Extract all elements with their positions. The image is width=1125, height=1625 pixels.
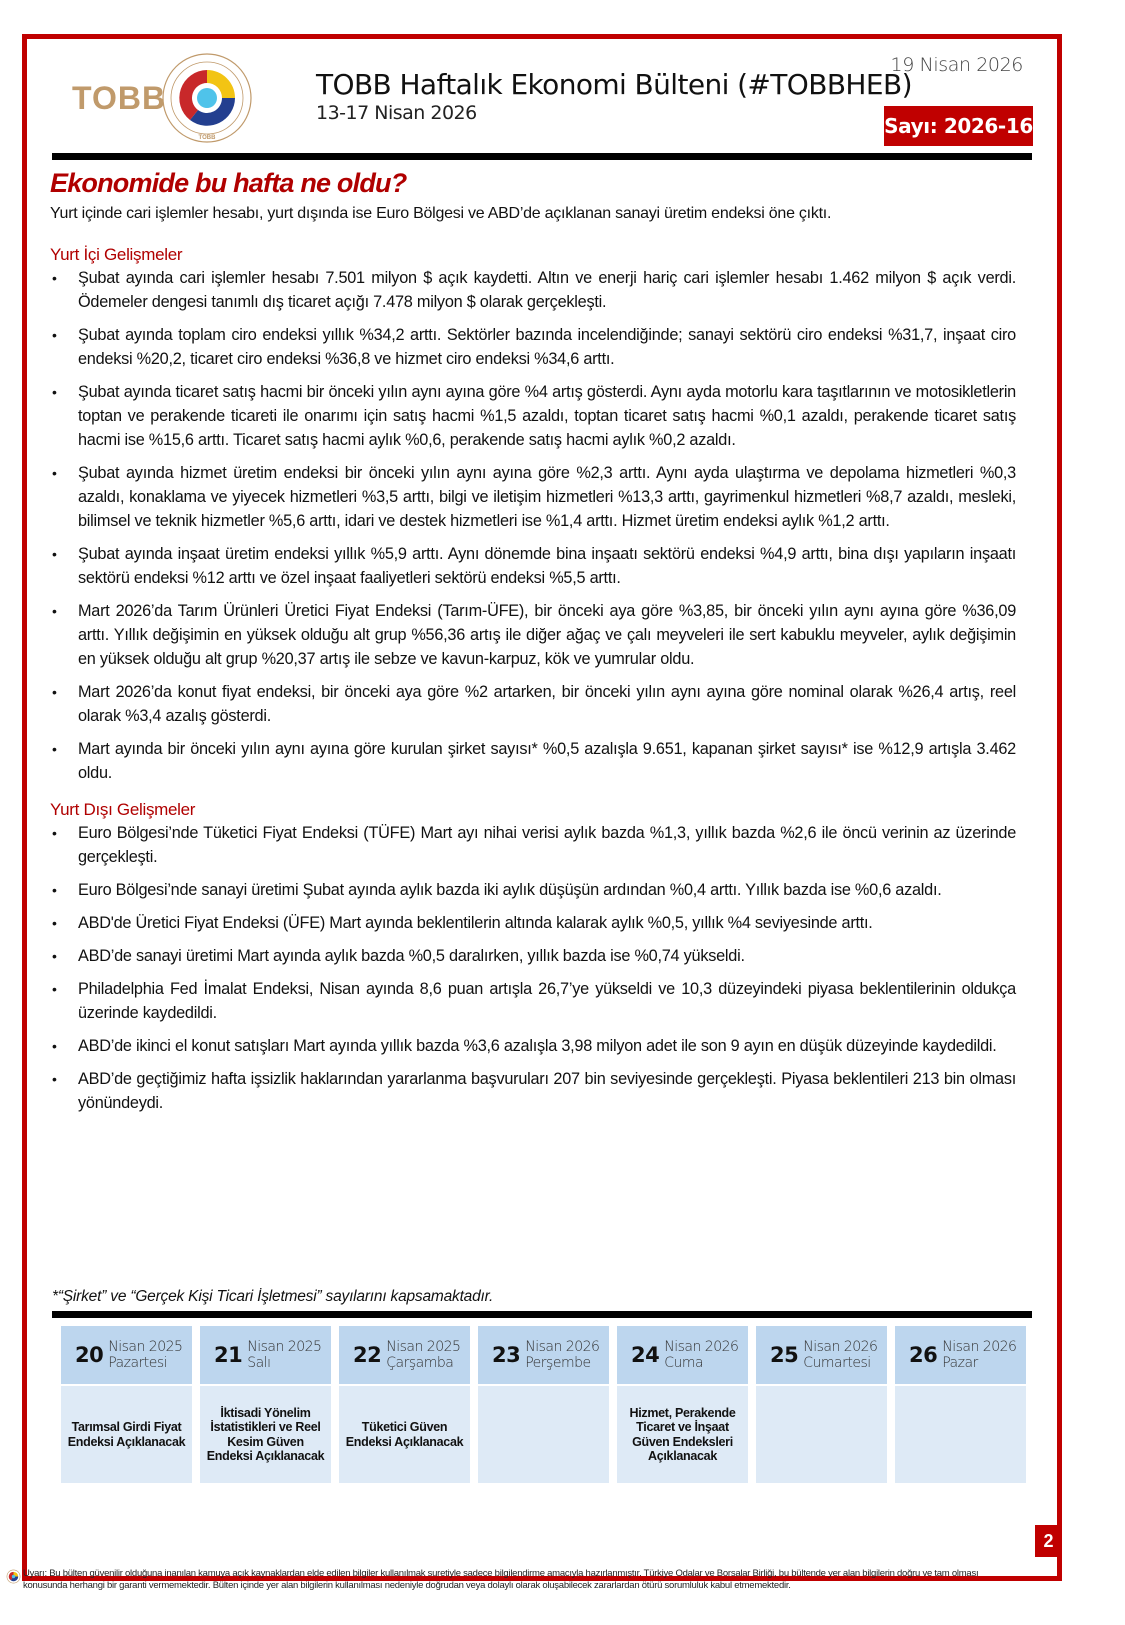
calendar-day <box>895 1326 1026 1483</box>
weekday: Çarşamba <box>386 1355 454 1371</box>
list-item: • Mart 2026’da konut fiyat endeksi, bir önceki aya göre %2 artarken, bir önceki yılın aynı ayına göre nominal olarak %26,4 artış, reel olarak %3,4 azalış gösterdi. <box>50 680 1016 728</box>
calendar-day-header <box>617 1326 748 1384</box>
calendar-event: Tarımsal Girdi Fiyat Endeksi Açıklanacak <box>61 1386 192 1483</box>
month-year: Nisan 2026 <box>664 1339 739 1355</box>
month-year: Nisan 2025 <box>247 1339 322 1355</box>
month-year: Nisan 2025 <box>386 1339 461 1355</box>
weekday: Cumartesi <box>803 1355 871 1371</box>
foreign-list <box>50 821 1016 1115</box>
list-item: • ABD'de Üretici Fiyat Endeksi (ÜFE) Mart ayında beklentilerin altında kalarak aylık %0,5, yıllık %4 seviyesinde arttı. <box>50 911 1016 935</box>
list-item: • Philadelphia Fed İmalat Endeksi, Nisan ayında 8,6 puan artışla 26,7’ye yükseldi ve 10,3 düzeyindeki piyasa beklentilerinin oldukça üzerinde kaydedildi. <box>50 977 1016 1025</box>
page-headline: Ekonomide bu hafta ne oldu? <box>50 168 407 198</box>
weekly-calendar <box>61 1326 1031 1483</box>
publication-date: 19 Nisan 2026 <box>890 54 1023 76</box>
domestic-section-title: Yurt İçi Gelişmeler <box>50 245 183 264</box>
calendar-event: İktisadi Yönelim İstatistikleri ve Reel Kesim Güven Endeksi Açıklanacak <box>200 1386 331 1483</box>
issue-badge: Sayı: 2026-16 <box>884 106 1033 146</box>
seal-text: TOBB <box>198 135 216 141</box>
calendar-day-header <box>61 1326 192 1384</box>
day-number: 26 <box>909 1343 938 1367</box>
list-item: • Şubat ayında toplam ciro endeksi yıllık %34,2 arttı. Sektörler bazında incelendiğinde; sanayi sektörü ciro endeksi %31,7, inşaat ciro endeksi %20,2, ticaret ciro endeksi %36,8 ve hizmet ciro endeksi %34,6 arttı. <box>50 323 1016 371</box>
weekday: Pazartesi <box>108 1355 168 1371</box>
calendar-day-header <box>756 1326 887 1384</box>
weekday: Salı <box>247 1355 271 1371</box>
day-number: 24 <box>631 1343 660 1367</box>
calendar-day <box>478 1326 609 1483</box>
day-number: 23 <box>492 1343 521 1367</box>
calendar-day-header <box>200 1326 331 1384</box>
list-item: • Şubat ayında inşaat üretim endeksi yıllık %5,9 arttı. Aynı dönemde bina inşaatı sektörü endeksi %4,9 arttı, bina dışı yapıların inşaatı sektörü endeksi %12 arttı ve özel inşaat faaliyetleri sektörü endeksi %5,5 arttı. <box>50 542 1016 590</box>
month-year: Nisan 2025 <box>108 1339 183 1355</box>
calendar-day <box>339 1326 470 1483</box>
day-number: 20 <box>75 1343 104 1367</box>
list-item: • ABD’de sanayi üretimi Mart ayında aylık bazda %0,5 daralırken, yıllık bazda ise %0,74 yükseldi. <box>50 944 1016 968</box>
tobb-wordmark: TOBB <box>72 80 167 116</box>
calendar-event <box>756 1386 887 1483</box>
calendar-event: Hizmet, Perakende Ticaret ve İnşaat Güven Endeksleri Açıklanacak <box>617 1386 748 1483</box>
main-content <box>50 167 1016 1124</box>
calendar-event: Tüketici Güven Endeksi Açıklanacak <box>339 1386 470 1483</box>
day-number: 22 <box>353 1343 382 1367</box>
footnote: *“Şirket” ve “Gerçek Kişi Ticari İşletmesi” sayılarını kapsamaktadır. <box>52 1288 494 1305</box>
day-number: 21 <box>214 1343 243 1367</box>
weekday: Pazar <box>942 1355 978 1371</box>
day-number: 25 <box>770 1343 799 1367</box>
calendar-divider <box>52 1311 1032 1318</box>
calendar-day <box>617 1326 748 1483</box>
calendar-day-header <box>478 1326 609 1384</box>
weekday: Perşembe <box>525 1355 591 1371</box>
calendar-day <box>61 1326 192 1483</box>
lead-summary: Yurt içinde cari işlemler hesabı, yurt dışında ise Euro Bölgesi ve ABD’de açıklanan sanayi üretim endeksi öne çıktı. <box>50 205 832 222</box>
calendar-event <box>478 1386 609 1483</box>
date-range: 13-17 Nisan 2026 <box>316 102 477 124</box>
list-item: • Mart ayında bir önceki yılın aynı ayına göre kurulan şirket sayısı* %0,5 azalışla 9.651, kapanan şirket sayısı* ise %12,9 artışla 3.462 oldu. <box>50 737 1016 785</box>
list-item: • Mart 2026’da Tarım Ürünleri Üretici Fiyat Endeksi (Tarım-ÜFE), bir önceki aya göre %3,85, bir önceki yılın aynı ayına göre %36,09 arttı. Yıllık değişimin en yüksek olduğu alt grup %56,36 artış ile diğer ağaç ve çalı meyveleri ile sert kabuklu meyveler, aylık değişimin en yüksek olduğu alt grup %20,37 artış ile sebze ve kavun-karpuz, kök ve yumrular oldu. <box>50 599 1016 671</box>
weekday: Cuma <box>664 1355 704 1371</box>
tobb-mini-logo-icon <box>6 1569 21 1584</box>
month-year: Nisan 2026 <box>525 1339 600 1355</box>
header-divider <box>52 153 1032 160</box>
list-item: • ABD’de geçtiğimiz hafta işsizlik haklarından yararlanma başvuruları 207 bin seviyesinde gerçekleşti. Piyasa beklentileri 213 bin olması yönündeydi. <box>50 1067 1016 1115</box>
tobb-seal-icon <box>160 48 254 148</box>
page-number: 2 <box>1035 1525 1062 1557</box>
calendar-day <box>200 1326 331 1483</box>
list-item: • Şubat ayında hizmet üretim endeksi bir önceki yılın aynı ayına göre %2,3 arttı. Aynı ayda ulaştırma ve depolama hizmetleri %0,3 azaldı, konaklama ve yiyecek hizmetleri %3,5 arttı, bilgi ve iletişim hizmetleri %13,3 arttı, gayrimenkul hizmetleri %8,7 azaldı, mesleki, bilimsel ve teknik hizmetler %5,6 arttı, idari ve destek hizmetleri ise %1,4 arttı. Hizmet üretim endeksi aylık %1,2 arttı. <box>50 461 1016 533</box>
calendar-day-header <box>895 1326 1026 1384</box>
month-year: Nisan 2026 <box>803 1339 878 1355</box>
calendar-event <box>895 1386 1026 1483</box>
list-item: • Euro Bölgesi’nde sanayi üretimi Şubat ayında aylık bazda iki aylık düşüşün ardından %0,4 arttı. Yıllık bazda ise %0,6 azaldı. <box>50 878 1016 902</box>
list-item: • ABD’de ikinci el konut satışları Mart ayında yıllık bazda %3,6 azalışla 3,98 milyon adet ile son 9 ayın en düşük düzeyinde kaydedildi. <box>50 1034 1016 1058</box>
calendar-day-header <box>339 1326 470 1384</box>
month-year: Nisan 2026 <box>942 1339 1017 1355</box>
disclaimer-text: Uyarı: Bu bülten güvenilir olduğuna inanılan kamuya açık kaynaklardan elde edilen bilgiler kullanılmak suretiyle sadece bilgilendirme amacıyla hazırlanmıştır. Türkiye Odalar ve Borsalar Birliği, bu bültende yer alan bilgilerin doğru ve tam olması konusunda herhangi bir garanti vermemektedir. Bülten içinde yer alan bilgilerin kullanılması nedeniyle doğrudan veya dolaylı olarak oluşabilecek zararlardan ötürü sorumluluk kabul etmemektedir. <box>23 1568 979 1591</box>
domestic-list <box>50 266 1016 785</box>
calendar-day <box>756 1326 887 1483</box>
bulletin-title: TOBB Haftalık Ekonomi Bülteni (#TOBBHEB) <box>316 68 912 101</box>
list-item: • Şubat ayında cari işlemler hesabı 7.501 milyon $ açık kaydetti. Altın ve enerji hariç cari işlemler hesabı 1.462 milyon $ açık verdi. Ödemeler dengesi tanımlı dış ticaret açığı 7.478 milyon $ olarak gerçekleşti. <box>50 266 1016 314</box>
foreign-section-title: Yurt Dışı Gelişmeler <box>50 800 196 819</box>
list-item: • Euro Bölgesi’nde Tüketici Fiyat Endeksi (TÜFE) Mart ayı nihai verisi aylık bazda %1,3, yıllık bazda %2,6 ile öncü verinin az üzerinde gerçekleşti. <box>50 821 1016 869</box>
list-item: • Şubat ayında ticaret satış hacmi bir önceki yılın aynı ayına göre %4 artış gösterdi. Aynı ayda motorlu kara taşıtlarının ve motosikletlerin toptan ve perakende ticareti ile onarımı için satış hacmi %1,5 azaldı, toptan ticaret satış hacmi %0,1 azaldı, perakende ticaret satış hacmi ise %15,6 arttı. Ticaret satış hacmi aylık %0,6, perakende satış hacmi aylık %0,2 azaldı. <box>50 380 1016 452</box>
